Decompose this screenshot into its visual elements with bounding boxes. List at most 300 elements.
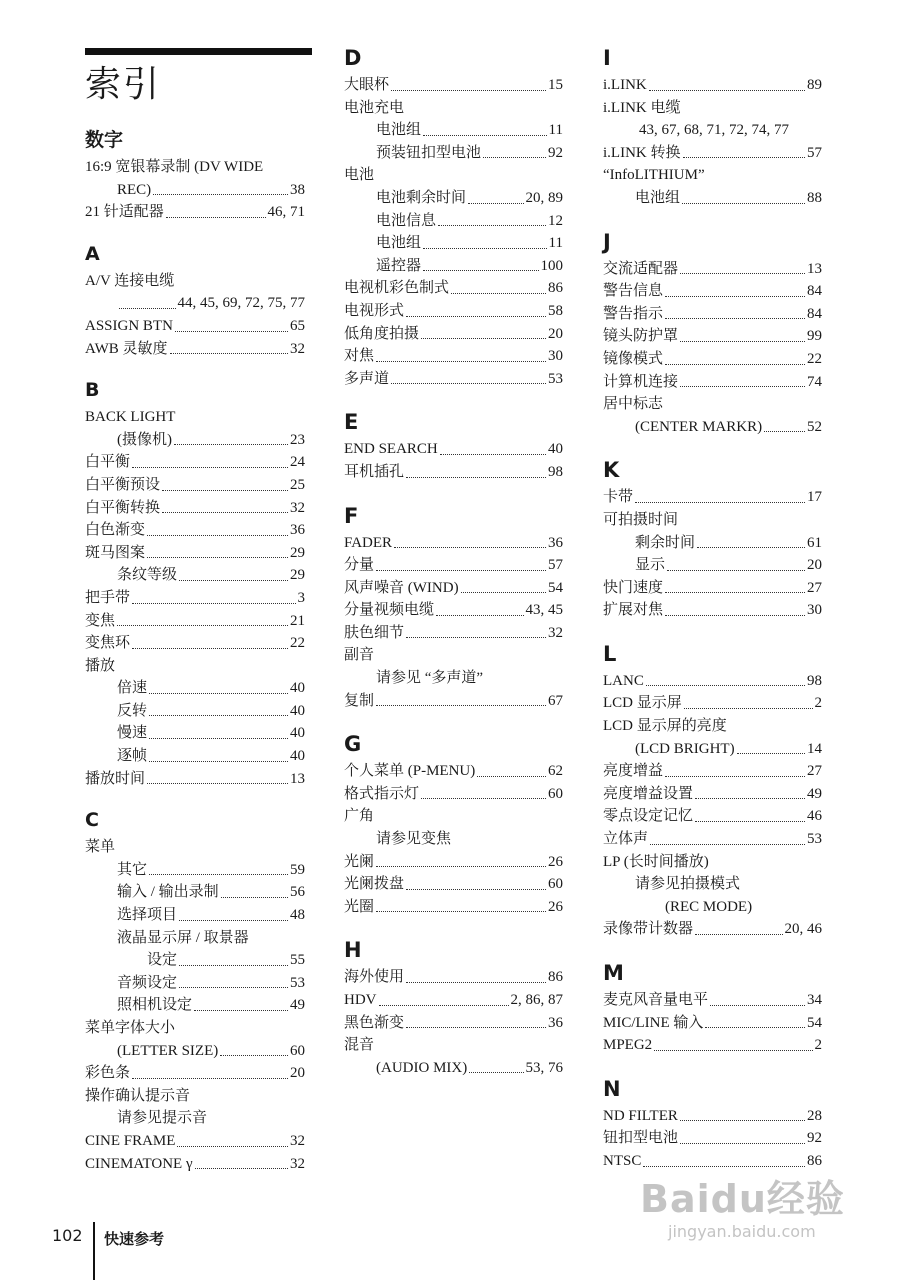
dot-leader (695, 934, 782, 935)
entry-page-ref: 26 (548, 853, 563, 870)
dot-leader (162, 512, 288, 513)
index-entry (85, 564, 305, 587)
index-subhead: 电池充电 (344, 99, 405, 116)
index-entry (344, 783, 563, 806)
section-heading: F (344, 503, 359, 528)
index-entry (344, 74, 563, 97)
entry-term: 电池剩余时间 (376, 189, 467, 206)
entry-page-ref: 38 (290, 181, 305, 198)
index-section (344, 504, 563, 713)
dot-leader (179, 920, 288, 921)
index-column-2 (344, 46, 563, 1079)
dot-leader (117, 625, 288, 626)
index-entry (344, 300, 563, 323)
entry-page-ref: 23 (290, 431, 305, 448)
index-section (85, 808, 305, 1175)
entry-page-ref: 36 (548, 534, 563, 551)
index-entry (85, 677, 305, 700)
watermark-logo: Baidu经验 (640, 1177, 845, 1221)
dot-leader (406, 637, 546, 638)
dot-leader (665, 615, 805, 616)
entry-page-ref: 54 (807, 1014, 822, 1031)
dot-leader (147, 783, 288, 784)
entry-term: 21 针适配器 (85, 204, 164, 221)
entry-term: 快门速度 (603, 579, 664, 596)
index-section (344, 938, 563, 1079)
entry-term: 预装钮扣型电池 (376, 144, 482, 161)
index-subhead: 菜单 (85, 839, 116, 856)
index-subhead: 操作确认提示音 (85, 1087, 191, 1104)
index-subhead: 副音 (344, 647, 375, 664)
dot-leader (665, 296, 805, 297)
index-entry (344, 210, 563, 233)
dot-leader (376, 705, 546, 706)
dot-leader (147, 535, 288, 536)
index-entry (344, 438, 563, 461)
dot-leader (764, 431, 805, 432)
index-subhead: 请参见 “多声道” (376, 670, 484, 687)
entry-page-ref: 29 (290, 567, 305, 584)
entry-term: 设定 (147, 952, 178, 969)
index-entry (85, 994, 305, 1017)
index-entry (603, 918, 822, 941)
entry-page-ref: 20, 46 (784, 921, 822, 938)
dot-leader (179, 580, 288, 581)
index-entry (603, 348, 822, 371)
entry-page-ref: 49 (290, 997, 305, 1014)
dot-leader (438, 225, 546, 226)
entry-term: 分量 (344, 557, 375, 574)
index-section (85, 128, 305, 224)
index-entry (603, 1012, 822, 1035)
dot-leader (682, 203, 805, 204)
dot-leader (710, 1005, 805, 1006)
index-section (603, 961, 822, 1057)
entry-page-ref: 53, 76 (525, 1059, 563, 1076)
dot-leader (683, 157, 806, 158)
index-entry (85, 1062, 305, 1085)
index-section (603, 458, 822, 622)
entry-term: ND FILTER (603, 1107, 678, 1124)
entry-page-ref: 11 (548, 235, 563, 252)
index-entry (603, 738, 822, 761)
entry-term: 多声道 (344, 370, 390, 387)
entry-page-ref: 3 (297, 589, 305, 606)
entry-term: 白平衡预设 (85, 476, 161, 493)
entry-page-ref: 14 (807, 740, 822, 757)
dot-leader (174, 444, 288, 445)
footer-divider (93, 1222, 95, 1280)
dot-leader (667, 570, 805, 571)
entry-term: 计算机连接 (603, 373, 679, 390)
watermark-url: jingyan.baidu.com (668, 1222, 816, 1241)
index-entry (85, 904, 305, 927)
index-entry (603, 760, 822, 783)
entry-page-ref: 32 (290, 1155, 305, 1172)
dot-leader (697, 547, 805, 548)
index-entry (603, 599, 822, 622)
entry-term: 白平衡转换 (85, 499, 161, 516)
entry-page-ref: 24 (290, 454, 305, 471)
entry-page-ref: 20 (807, 557, 822, 574)
section-heading: D (344, 46, 362, 70)
index-entry (603, 142, 822, 165)
dot-leader (654, 1050, 812, 1051)
index-entry (344, 532, 563, 555)
dot-leader (406, 477, 546, 478)
entry-page-ref: 13 (290, 770, 305, 787)
index-entry (85, 474, 305, 497)
entry-term: (LETTER SIZE) (117, 1042, 219, 1059)
entry-term: 低角度拍摄 (344, 325, 420, 342)
entry-term: 电池组 (635, 189, 681, 206)
index-entry (85, 632, 305, 655)
index-entry (85, 859, 305, 882)
entry-term: 倍速 (117, 680, 148, 697)
index-entry (603, 805, 822, 828)
entry-page-ref: 60 (290, 1042, 305, 1059)
dot-leader (391, 90, 546, 91)
index-entry (344, 255, 563, 278)
entry-term: CINEMATONE γ (85, 1155, 193, 1172)
index-subhead: LP (长时间播放) (603, 853, 709, 870)
entry-page-ref: 52 (807, 418, 822, 435)
entry-page-ref: 98 (807, 672, 822, 689)
entry-term: 条纹等级 (117, 567, 178, 584)
entry-term: 耳机插孔 (344, 463, 405, 480)
entry-page-ref: 60 (548, 876, 563, 893)
entry-page-ref: 36 (290, 522, 305, 539)
entry-term: 镜像模式 (603, 350, 664, 367)
index-entry (344, 851, 563, 874)
entry-page-ref: 32 (290, 1132, 305, 1149)
entry-term: 反转 (117, 702, 148, 719)
index-entry (85, 179, 305, 202)
index-subhead: 播放 (85, 657, 116, 674)
dot-leader (665, 318, 805, 319)
index-subhead: A/V 连接电缆 (85, 272, 175, 289)
index-entry (603, 692, 822, 715)
dot-leader (649, 90, 805, 91)
dot-leader (149, 761, 288, 762)
section-heading: I (603, 46, 611, 70)
dot-leader (149, 738, 288, 739)
index-entry (85, 972, 305, 995)
dot-leader (376, 570, 546, 571)
entry-page-ref: 46, 71 (267, 204, 305, 221)
dot-leader (705, 1027, 805, 1028)
index-entry (85, 949, 305, 972)
index-entry (344, 577, 563, 600)
entry-page-ref: 56 (290, 884, 305, 901)
index-entry (603, 554, 822, 577)
dot-leader (153, 194, 288, 195)
entry-page-ref: 58 (548, 302, 563, 319)
entry-page-ref: 100 (540, 257, 563, 274)
entry-term: (LCD BRIGHT) (635, 740, 735, 757)
index-entry (344, 232, 563, 255)
entry-page-ref: 30 (548, 348, 563, 365)
index-entry (85, 451, 305, 474)
index-entry (344, 461, 563, 484)
index-entry (603, 303, 822, 326)
entry-page-ref: 20 (290, 1065, 305, 1082)
section-heading: L (603, 641, 617, 666)
index-entry (603, 371, 822, 394)
entry-term: MIC/LINE 输入 (603, 1014, 704, 1031)
index-subhead: 请参见变焦 (376, 831, 452, 848)
index-entry (85, 745, 305, 768)
entry-term: 遥控器 (376, 257, 422, 274)
index-entry (603, 670, 822, 693)
index-section (85, 378, 305, 790)
entry-page-ref: 59 (290, 861, 305, 878)
index-entry (603, 1127, 822, 1150)
index-subhead: 混音 (344, 1037, 375, 1054)
entry-term: NTSC (603, 1152, 642, 1169)
index-subhead: 菜单字体大小 (85, 1020, 176, 1036)
entry-term: CINE FRAME (85, 1132, 176, 1149)
entry-page-ref: 53 (548, 370, 563, 387)
section-heading: H (344, 938, 362, 963)
index-entry (344, 368, 563, 391)
entry-term: 零点设定记忆 (603, 808, 694, 825)
entry-term: 个人菜单 (P-MENU) (344, 763, 476, 780)
dot-leader (468, 203, 523, 204)
dot-leader (132, 467, 288, 468)
entry-term: 电视形式 (344, 302, 405, 319)
index-section (603, 46, 822, 210)
index-entry (603, 532, 822, 555)
entry-page-ref: 46 (807, 808, 822, 825)
entry-term: 剩余时间 (635, 534, 696, 551)
dot-leader (170, 353, 288, 354)
dot-leader (695, 821, 805, 822)
dot-leader (147, 557, 288, 558)
index-entry (603, 783, 822, 806)
dot-leader (423, 135, 547, 136)
entry-page-ref: 40 (290, 702, 305, 719)
entry-page-ref: 29 (290, 544, 305, 561)
dot-leader (379, 1005, 509, 1006)
dot-leader (376, 911, 546, 912)
entry-page-ref: 55 (290, 952, 305, 969)
dot-leader (680, 1120, 805, 1121)
entry-term: 黑色渐变 (344, 1014, 405, 1031)
section-heading: N (603, 1076, 621, 1101)
entry-page-ref: 20, 89 (525, 189, 563, 206)
index-entry (344, 760, 563, 783)
entry-page-ref: 40 (290, 725, 305, 742)
entry-page-ref: 21 (290, 612, 305, 629)
entry-term: 电池组 (376, 235, 422, 252)
dot-leader (149, 715, 288, 716)
dot-leader (177, 1146, 288, 1147)
entry-page-ref: 32 (548, 624, 563, 641)
entry-term: 光阑 (344, 853, 375, 870)
dot-leader (421, 798, 546, 799)
index-section (603, 230, 822, 439)
index-section (603, 642, 822, 941)
entry-page-ref: 57 (807, 144, 822, 161)
index-entry (603, 1105, 822, 1128)
entry-page-ref: 48 (290, 907, 305, 924)
index-subhead: 可拍摄时间 (603, 511, 679, 528)
entry-page-ref: 61 (807, 534, 822, 551)
index-entry (603, 74, 822, 97)
index-entry (344, 896, 563, 919)
index-entry (344, 622, 563, 645)
entry-term: 变焦 (85, 612, 116, 629)
entry-page-ref: 74 (807, 373, 822, 390)
dot-leader (650, 844, 805, 845)
dot-leader (406, 889, 546, 890)
index-entry (85, 315, 305, 338)
dot-leader (179, 987, 288, 988)
index-entry (85, 881, 305, 904)
entry-term: 白色渐变 (85, 522, 146, 539)
entry-term: 卡带 (603, 489, 634, 506)
dot-leader (451, 293, 546, 294)
entry-term: (AUDIO MIX) (376, 1059, 468, 1076)
index-entry (344, 187, 563, 210)
entry-page-ref: 30 (807, 602, 822, 619)
dot-leader (665, 592, 805, 593)
section-heading: E (344, 410, 359, 435)
index-subhead: 电池 (344, 167, 375, 184)
index-entry (603, 486, 822, 509)
entry-term: 逐帧 (117, 748, 148, 765)
index-subhead: 请参见拍摄模式 (635, 876, 741, 893)
entry-term: 录像带计数器 (603, 921, 694, 938)
dot-leader (220, 1055, 288, 1056)
index-subhead: “InfoLITHIUM” (603, 167, 705, 184)
entry-term: 音频设定 (117, 974, 178, 991)
index-entry (85, 519, 305, 542)
dot-leader (665, 776, 805, 777)
entry-page-ref: 40 (548, 441, 563, 458)
title-rule (85, 48, 312, 55)
index-entry (85, 1130, 305, 1153)
entry-page-ref: 11 (548, 122, 563, 139)
dot-leader (643, 1166, 805, 1167)
entry-page-ref: 2 (814, 1037, 822, 1054)
entry-term: REC) (117, 181, 152, 198)
entry-term: 复制 (344, 692, 375, 709)
entry-page-ref: 40 (290, 680, 305, 697)
entry-page-ref: 22 (807, 350, 822, 367)
entry-term: 白平衡 (85, 454, 131, 471)
entry-term: END SEARCH (344, 441, 438, 458)
dot-leader (162, 490, 288, 491)
index-subhead: 液晶显示屏 / 取景器 (117, 929, 249, 946)
entry-term: 立体声 (603, 831, 649, 848)
dot-leader (477, 776, 546, 777)
dot-leader (132, 603, 295, 604)
index-column-3 (603, 46, 822, 1173)
entry-term: 大眼杯 (344, 77, 390, 93)
index-entry (603, 325, 822, 348)
dot-leader (391, 383, 546, 384)
dot-leader (695, 798, 805, 799)
entry-page-ref: 53 (807, 831, 822, 848)
index-entry (85, 338, 305, 361)
index-entry (344, 873, 563, 896)
index-entry (344, 1012, 563, 1035)
dot-leader (175, 331, 288, 332)
entry-term: 其它 (117, 861, 148, 878)
entry-page-ref: 53 (290, 974, 305, 991)
dot-leader (166, 217, 266, 218)
entry-term: 照相机设定 (117, 997, 193, 1014)
dot-leader (680, 386, 805, 387)
entry-term: 彩色条 (85, 1065, 131, 1082)
page-number: 102 (52, 1226, 83, 1245)
entry-page-ref: 86 (807, 1152, 822, 1169)
entry-term: 钮扣型电池 (603, 1130, 679, 1147)
entry-page-ref: 67 (548, 692, 563, 709)
index-entry (85, 768, 305, 791)
entry-term: 格式指示灯 (344, 785, 420, 802)
section-heading: C (85, 809, 99, 832)
dot-leader (376, 361, 546, 362)
index-entry (344, 142, 563, 165)
dot-leader (469, 1072, 523, 1073)
entry-term: 把手带 (85, 589, 131, 606)
index-entry (603, 187, 822, 210)
dot-leader (406, 982, 546, 983)
entry-page-ref: 34 (807, 992, 822, 1008)
entry-term: ASSIGN BTN (85, 317, 173, 334)
entry-page-ref: 99 (807, 328, 822, 345)
dot-leader (132, 1078, 288, 1079)
entry-term: LANC (603, 672, 644, 689)
entry-term: 显示 (635, 557, 666, 574)
entry-term: 播放时间 (85, 770, 146, 787)
entry-term: 斑马图案 (85, 544, 146, 561)
entry-page-ref: 88 (807, 189, 822, 206)
index-entry (603, 989, 822, 1012)
index-subhead: 43, 67, 68, 71, 72, 74, 77 (639, 122, 789, 139)
index-entry (603, 416, 822, 439)
index-subhead: LCD 显示屏的亮度 (603, 718, 727, 735)
dot-leader (680, 341, 805, 342)
entry-page-ref: 92 (807, 1130, 822, 1147)
entry-page-ref: 44, 45, 69, 72, 75, 77 (177, 295, 305, 312)
section-heading: B (85, 379, 100, 402)
section-heading: M (603, 961, 624, 985)
entry-term: 输入 / 输出录制 (117, 884, 219, 901)
index-section (85, 242, 305, 360)
dot-leader (179, 965, 288, 966)
entry-page-ref: 15 (548, 77, 563, 93)
dot-leader (646, 685, 805, 686)
index-section (344, 46, 563, 390)
entry-term: 亮度增益 (603, 763, 664, 780)
index-entry (603, 280, 822, 303)
dot-leader (665, 364, 805, 365)
entry-term: (摄像机) (117, 431, 172, 448)
dot-leader (394, 547, 546, 548)
entry-term: 光阑拨盘 (344, 876, 405, 893)
entry-term: 电池组 (376, 122, 422, 139)
page-title: 索引 (85, 64, 162, 105)
entry-term: 分量视频电缆 (344, 602, 435, 619)
entry-page-ref: 20 (548, 325, 563, 342)
entry-page-ref: 40 (290, 748, 305, 765)
index-subhead: 居中标志 (603, 396, 664, 413)
index-entry (344, 554, 563, 577)
